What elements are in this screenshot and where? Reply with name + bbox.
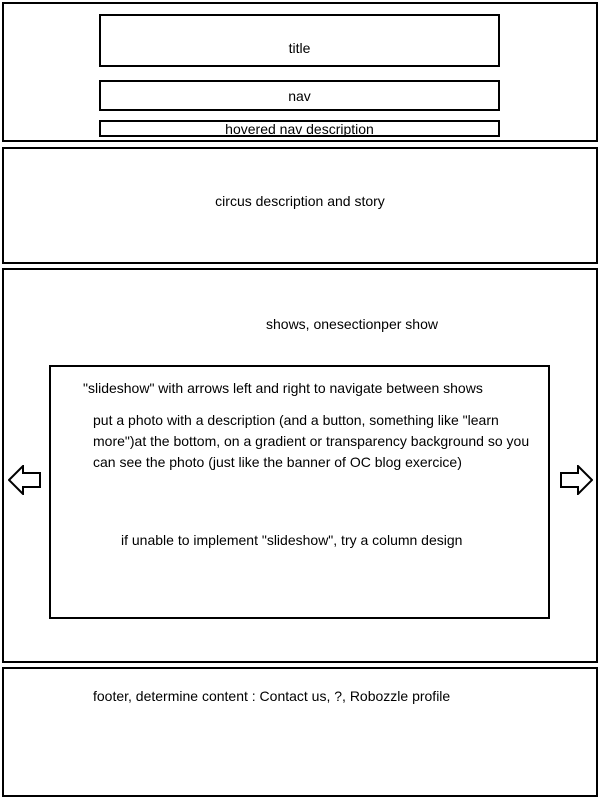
- circus-description-section: [2, 147, 598, 264]
- circus-description-label: circus description and story: [215, 193, 385, 209]
- hovered-nav-description-box: [99, 120, 500, 137]
- title-box: [99, 14, 500, 67]
- slideshow-description: put a photo with a description (and a button, something like "learn more")at the bottom, on a gradient or transparency background so you can see the photo (just like the banner of OC blog exercice): [93, 412, 530, 470]
- nav-box[interactable]: [99, 80, 500, 111]
- arrow-right-icon[interactable]: [559, 465, 593, 495]
- nav-label: nav: [288, 88, 311, 104]
- slideshow-title: "slideshow" with arrows left and right to navigate between shows: [83, 380, 483, 396]
- slideshow-box[interactable]: [49, 365, 550, 619]
- hovered-nav-description-label: hovered nav description: [225, 121, 374, 137]
- arrow-left-icon[interactable]: [8, 465, 42, 495]
- shows-label: shows, onesectionper show: [266, 316, 438, 332]
- slideshow-fallback-note: if unable to implement "slideshow", try a column design: [121, 532, 463, 548]
- footer-label: footer, determine content : Contact us, ?, Robozzle profile: [93, 688, 451, 704]
- title-label: title: [288, 40, 311, 56]
- footer-section: [2, 667, 598, 797]
